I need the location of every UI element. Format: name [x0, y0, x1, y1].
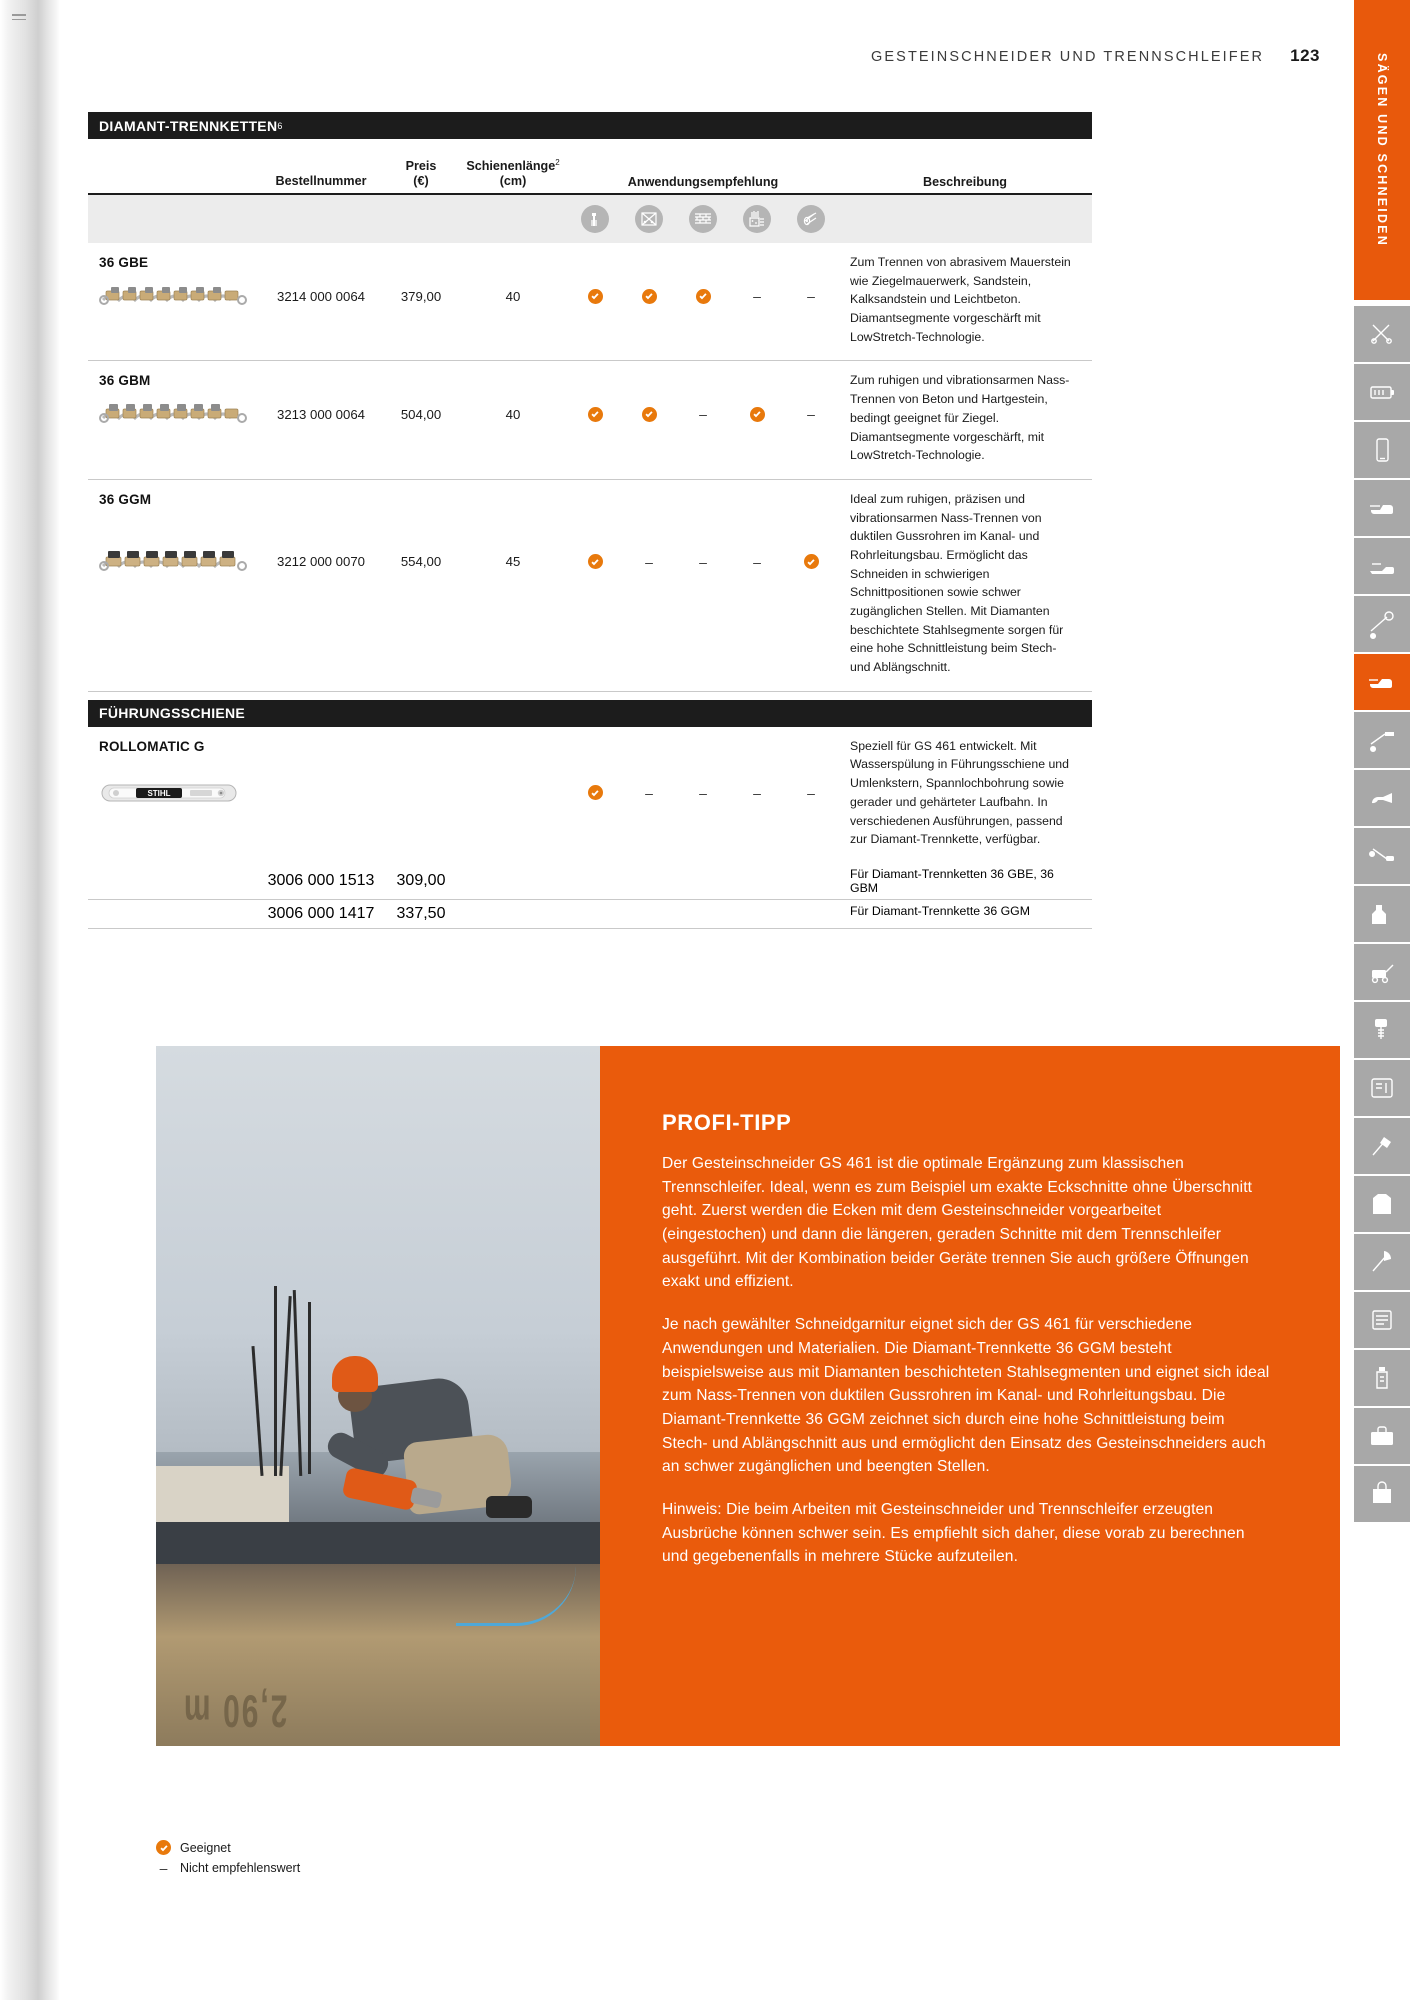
page-binding-gutter [0, 0, 60, 2000]
table-column-headers [88, 139, 1092, 195]
guide-bar-image [88, 782, 258, 804]
documents-icon [1367, 1305, 1397, 1335]
cleaning-icon [1367, 1073, 1397, 1103]
worker-helmet [332, 1356, 378, 1392]
bar-length: 40 [505, 288, 521, 304]
variant-row [88, 863, 1092, 900]
svg-text:STIHL: STIHL [147, 788, 171, 798]
suitable-icon [750, 407, 765, 422]
order-number: 3212 000 0070 [276, 554, 365, 570]
not-recommended-icon: – [645, 784, 653, 801]
legend-suitable [156, 1840, 300, 1855]
col-price-line2: (€) [413, 173, 429, 188]
rail-item-documents[interactable] [1354, 1292, 1410, 1348]
price: 554,00 [400, 554, 442, 570]
rail-item-broom[interactable] [1354, 1118, 1410, 1174]
suitable-icon [642, 289, 657, 304]
application-mark [784, 407, 838, 421]
col-price-line1: Preis [405, 158, 437, 173]
variant-left [88, 900, 838, 929]
variant-row [88, 900, 1092, 929]
profi-tipp-block [156, 1046, 1340, 1746]
natural-stone-icon [743, 205, 771, 233]
application-mark [730, 407, 784, 422]
application-mark [676, 407, 730, 421]
rail-item-cutoff-saw[interactable] [1354, 654, 1410, 710]
not-recommended-icon: – [807, 406, 815, 423]
product-name: ROLLOMATIC G [99, 738, 205, 754]
application-mark [784, 786, 838, 800]
row-data [88, 754, 838, 832]
product-name: 36 GBM [99, 373, 151, 389]
price: 504,00 [400, 406, 442, 422]
diamond-cutting-chain-image [88, 282, 258, 310]
variant-left [88, 863, 838, 900]
toolbox-icon [1367, 1421, 1397, 1451]
running-head [60, 46, 1354, 66]
rail-item-battery[interactable] [1354, 364, 1410, 420]
not-recommended-icon: – [699, 784, 707, 801]
appcell [676, 205, 730, 233]
pole-pruner-icon [1367, 551, 1397, 581]
sprayer-icon [1367, 899, 1397, 929]
application-icon-row [88, 195, 1092, 243]
col-order-number: Bestellnummer [275, 173, 367, 188]
not-recommended-icon: – [645, 553, 653, 570]
col-bar-length-text: Schienenlänge [466, 158, 556, 173]
category-tab-saegen-und-schneiden[interactable] [1354, 0, 1410, 300]
concrete-pillar-icon [581, 205, 609, 233]
rail-item-hedge-trimmer[interactable] [1354, 712, 1410, 768]
row-left [88, 480, 838, 691]
not-recommended-icon: – [807, 784, 815, 801]
row-left [88, 361, 838, 478]
legend [156, 1840, 300, 1881]
application-mark [784, 289, 838, 303]
application-mark [676, 555, 730, 569]
diamond-cutting-chain-image [88, 400, 258, 428]
broom-icon [1367, 1131, 1397, 1161]
phone-icon [1367, 435, 1397, 465]
row-data [88, 270, 838, 322]
profi-tipp-title: PROFI-TIPP [662, 1110, 792, 1135]
rail-item-care-products[interactable] [1354, 1350, 1410, 1406]
application-mark [568, 289, 622, 304]
application-mark [568, 407, 622, 422]
product-description: Ideal zum ruhigen, präzisen und vibrationsarmen Nass-Trennen von duktilen Gussrohren im Kanal- und Rohrleitungsbau. Ermöglicht das Schneiden in schwierigen Schnittpositionen sowie schwer zugänglichen Stellen. Mit Diamanten beschichtete Stahlsegmente sorgen für eine hohe Schnittleistung beim Stech- und Ablängschnitt. [850, 491, 1064, 675]
appcell [784, 205, 838, 233]
application-mark [622, 555, 676, 569]
variant-price: 337,50 [396, 904, 446, 922]
axe-icon [1367, 1247, 1397, 1277]
product-description: Speziell für GS 461 entwickelt. Mit Wasserspülung in Führungsschiene und Umlenkstern, Spannlochbohrung sowie gerader und gehärteter Laufbahn. In verschiedenen Ausführungen, passend zur Diamant-Trennkette, verfügbar. [850, 738, 1069, 847]
rail-item-mower[interactable] [1354, 944, 1410, 1000]
application-mark [622, 407, 676, 422]
application-mark [730, 289, 784, 303]
application-mark [730, 555, 784, 569]
suitable-icon [696, 289, 711, 304]
suitable-icon [588, 289, 603, 304]
battery-icon [1367, 377, 1397, 407]
application-mark [784, 554, 838, 569]
table-row [88, 727, 1092, 863]
application-mark [568, 554, 622, 569]
profi-tipp-paragraph: Der Gesteinschneider GS 461 ist die optimale Ergänzung zum klassischen Trennschleifer. Ideal, wenn es zum Beispiel um exakte Eckschnitte ohne Überschnitt geht. Zuerst werden die Ecken mit dem Gesteinschneider vorgearbeitet (eingestochen) und dann die längeren, geraden Schnitte mit dem Trennschleifer ausgeführt. Mit der Kombination beider Geräte trennen Sie auch größere Öffnungen exakt und effizient. [662, 1155, 1253, 1291]
not-recommended-icon: – [807, 288, 815, 304]
not-recommended-icon: – [753, 553, 761, 570]
legend-suitable-label: Geeignet [180, 1840, 231, 1855]
rail-item-phone[interactable] [1354, 422, 1410, 478]
rail-item-crossed-tools[interactable] [1354, 306, 1410, 362]
col-bar-length-line1 [458, 158, 568, 174]
row-data [88, 388, 838, 440]
worker-boot [486, 1496, 532, 1518]
reinforced-concrete-icon [635, 205, 663, 233]
rail-item-earth-auger[interactable] [1354, 1002, 1410, 1058]
legend-not-recommended-label: Nicht empfehlenswert [180, 1861, 301, 1875]
mower-icon [1367, 957, 1397, 987]
application-marks [568, 785, 838, 800]
section-band-fuehrungsschiene [88, 700, 1092, 727]
rail-item-pole-pruner[interactable] [1354, 538, 1410, 594]
order-number: 3213 000 0064 [276, 406, 365, 422]
profi-tipp-paragraph: Je nach gewählter Schneidgarnitur eignet sich der GS 461 für verschiedene Anwendungen und Materialien. Die Diamant-Trennkette 36 GGM besteht beispielsweise aus mit Diamanten beschichteten Stahlsegmenten und eignet sich ideal zum Nass-Trennen von duktilen Gussrohren im Kanal- und Rohrleitungsbau. Die Diamant-Trennkette 36 GGM zeichnet sich durch eine hohe Schnittleistung beim Stech- und Ablängschnitt aus und ermöglicht den Einsatz des Gesteinschneiders auch an schwer zugänglichen und beengten Stellen. [662, 1316, 1270, 1476]
col-description: Beschreibung [923, 175, 1007, 189]
application-marks [568, 289, 838, 304]
application-mark [622, 289, 676, 304]
product-description: Zum ruhigen und vibrationsarmen Nass-Trennen von Beton und Hartgestein, bedingt geeignet für Ziegel. Diamantsegmente vorgeschärft, mit LowStretch-Technologie. [850, 373, 1070, 463]
brushcutter-icon [1367, 609, 1397, 639]
section-band-label: DIAMANT-TRENNKETTEN [99, 117, 278, 134]
col-bar-length [458, 158, 568, 193]
application-mark [622, 786, 676, 800]
rail-item-cleaning[interactable] [1354, 1060, 1410, 1116]
not-recommended-icon: – [753, 784, 761, 801]
crossed-tools-icon [1367, 319, 1397, 349]
worker-figure [316, 1346, 506, 1576]
suitable-icon [588, 407, 603, 422]
application-marks [568, 554, 838, 569]
not-recommended-icon: – [699, 553, 707, 570]
page-number: 123 [1290, 46, 1320, 65]
variant-note: Für Diamant-Trennkette 36 GGM [838, 900, 1092, 929]
suitable-icon [588, 785, 603, 800]
construction-photo [156, 1046, 600, 1746]
table-row [88, 480, 1092, 692]
order-number: 3214 000 0064 [276, 288, 365, 304]
crop-mark [12, 14, 26, 24]
rail-item-pressure-washer[interactable] [1354, 828, 1410, 884]
blower-icon [1367, 783, 1397, 813]
col-bar-length-superscript: 2 [555, 157, 560, 167]
profi-tipp-panel [600, 1046, 1340, 1746]
variant-note: Für Diamant-Trennketten 36 GBE, 36 GBM [838, 863, 1092, 900]
product-table [88, 112, 1092, 929]
suitable-icon [804, 554, 819, 569]
application-icons [568, 205, 838, 233]
bar-length: 45 [505, 554, 521, 570]
variant-order-number: 3006 000 1417 [267, 904, 375, 922]
variant-order-number: 3006 000 1513 [267, 871, 375, 889]
category-icon-list [1354, 306, 1410, 1522]
hedge-trimmer-icon [1367, 725, 1397, 755]
category-tab-label: SÄGEN UND SCHNEIDEN [1375, 53, 1389, 247]
not-recommended-icon: – [699, 406, 707, 423]
care-products-icon [1367, 1363, 1397, 1393]
application-marks [568, 407, 838, 422]
row-data [88, 507, 838, 617]
ductile-pipe-icon [797, 205, 825, 233]
product-name: 36 GBE [99, 255, 149, 270]
rail-item-brushcutter[interactable] [1354, 596, 1410, 652]
photo-beam-marking: 2,90 m [182, 1685, 288, 1735]
table-row [88, 243, 1092, 361]
legend-not-recommended [156, 1861, 300, 1875]
earth-auger-icon [1367, 1015, 1397, 1045]
photo-rebar [308, 1302, 311, 1474]
cutoff-saw-icon [1367, 667, 1397, 697]
row-left [88, 243, 838, 360]
rail-item-toolbox[interactable] [1354, 1408, 1410, 1464]
profi-tipp-paragraph: Hinweis: Die beim Arbeiten mit Gesteinschneider und Trennschleifer erzeugten Ausbrüche können schwer sein. Es empfiehlt sich daher, diese vorab zu berechnen und gegebenenfalls in mehrere Stücke aufzuteilen. [662, 1500, 1245, 1566]
section-band-diamant-trennketten [88, 112, 1092, 139]
col-price [384, 159, 458, 193]
table-row [88, 361, 1092, 479]
product-name: 36 GGM [99, 491, 152, 507]
col-application: Anwendungsempfehlung [627, 175, 779, 189]
application-mark [568, 785, 622, 800]
pressure-washer-icon [1367, 841, 1397, 871]
application-mark [676, 289, 730, 304]
section-band-superscript: 6 [277, 120, 283, 131]
category-rail [1354, 0, 1414, 2000]
col-bar-length-line2: (cm) [499, 173, 527, 188]
product-description: Zum Trennen von abrasivem Mauerstein wie Ziegelmauerwerk, Sandstein, Kalksandstein und Leichtbeton. Diamantsegmente vorgeschärft mit LowStretch-Technologie. [850, 255, 1071, 344]
price: 379,00 [400, 288, 442, 304]
chainsaw-icon [1367, 493, 1397, 523]
rail-item-clothing[interactable] [1354, 1176, 1410, 1232]
not-recommended-icon: – [753, 288, 761, 304]
page-content [60, 0, 1354, 2000]
rail-item-axe[interactable] [1354, 1234, 1410, 1290]
application-mark [676, 786, 730, 800]
rail-item-chainsaw[interactable] [1354, 480, 1410, 536]
bag-icon [1367, 1479, 1397, 1509]
brick-masonry-icon [689, 205, 717, 233]
bar-length: 40 [505, 406, 521, 422]
appcell [730, 205, 784, 233]
appcell [622, 205, 676, 233]
section-band-label: FÜHRUNGSSCHIENE [99, 705, 246, 722]
suitable-icon [642, 407, 657, 422]
rail-item-sprayer[interactable] [1354, 886, 1410, 942]
clothing-icon [1367, 1189, 1397, 1219]
row-left [88, 727, 838, 863]
suitable-icon [588, 554, 603, 569]
suitable-icon [156, 1840, 171, 1855]
application-mark [730, 786, 784, 800]
photo-rebar [274, 1286, 277, 1476]
rail-item-bag[interactable] [1354, 1466, 1410, 1522]
diamond-cutting-chain-image [88, 548, 258, 576]
not-recommended-icon: – [159, 1860, 168, 1876]
running-head-title: GESTEINSCHNEIDER UND TRENNSCHLEIFER [871, 49, 1265, 65]
appcell [568, 205, 622, 233]
variant-price: 309,00 [396, 871, 446, 889]
rail-item-blower[interactable] [1354, 770, 1410, 826]
